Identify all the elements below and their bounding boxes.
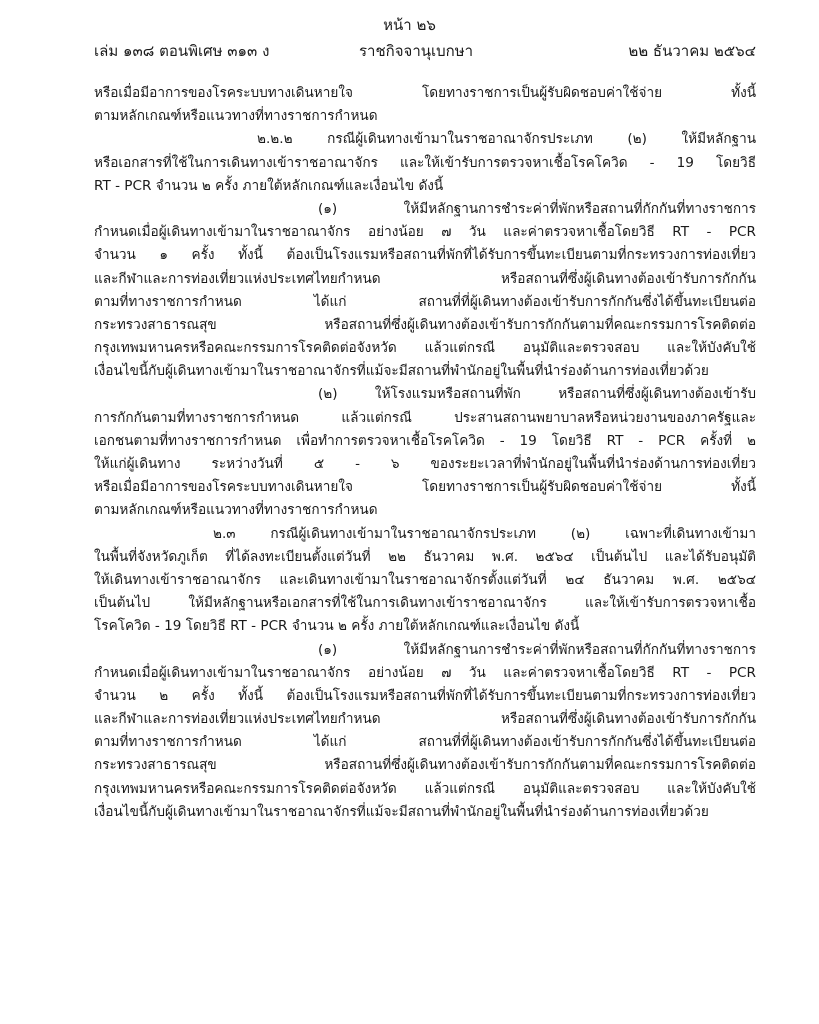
text-line: (๑) ให้มีหลักฐานการชำระค่าที่พักหรือสถานที่กักกันที่ทางราชการ (318, 200, 756, 217)
text-line: กำหนดเมื่อผู้เดินทางเข้ามาในราชอาณาจักร อย่างน้อย ๗ วัน และค่าตรวจหาเชื้อโดยวิธี RT - PCR (94, 664, 756, 681)
page-number: หน้า ๒๖ (383, 16, 436, 34)
text-line: และกีฬาและการท่องเที่ยวแห่งประเทศไทยกำหนด หรือสถานที่ซึ่งผู้เดินทางต้องเข้ารับการกักกัน (94, 711, 756, 728)
text-line: ในพื้นที่จังหวัดภูเก็ต ที่ได้ลงทะเบียนตั้งแต่วันที่ ๒๒ ธันวาคม พ.ศ. ๒๕๖๔ เป็นต้นไป และได้รับอนุมัติ (94, 548, 756, 565)
text-line: กรุงเทพมหานครหรือคณะกรรมการโรคติดต่อจังหวัด แล้วแต่กรณี อนุมัติและตรวจสอบ และให้บังคับใช้ (94, 340, 756, 357)
text-line: กระทรวงสาธารณสุข หรือสถานที่ซึ่งผู้เดินทางต้องเข้ารับการกักกันตามที่คณะกรรมการโรคติดต่อ (94, 316, 756, 333)
text-line: ตามที่ทางราชการกำหนด ได้แก่ สถานที่ที่ผู้เดินทางต้องเข้ารับการกักกันซึ่งได้ขึ้นทะเบียนต่อ (94, 734, 756, 751)
text-line: หรือเมื่อมีอาการของโรคระบบทางเดินหายใจ โดยทางราชการเป็นผู้รับผิดชอบค่าใช้จ่าย ทั้งนี้ (94, 479, 756, 496)
text-line: ๒.๓ กรณีผู้เดินทางเข้ามาในราชอาณาจักรประเภท (๒) เฉพาะที่เดินทางเข้ามา (213, 525, 756, 542)
body-text (94, 82, 756, 824)
publication-date: ๒๒ ธันวาคม ๒๕๖๔ (628, 42, 756, 60)
text-line: จำนวน ๒ ครั้ง ทั้งนี้ ต้องเป็นโรงแรมหรือสถานที่พักที่ได้รับการขึ้นทะเบียนตามที่กระทรวงการท่องเที่ยว (94, 687, 756, 704)
text-line: เงื่อนไขนี้กับผู้เดินทางเข้ามาในราชอาณาจักรที่แม้จะมีสถานที่พำนักอยู่ในพื้นที่นำร่องด้านการท่องเที่ยวด้วย (94, 803, 709, 820)
gazette-header (94, 40, 756, 62)
text-line: กรุงเทพมหานครหรือคณะกรรมการโรคติดต่อจังหวัด แล้วแต่กรณี อนุมัติและตรวจสอบ และให้บังคับใช้ (94, 780, 756, 797)
text-line: กระทรวงสาธารณสุข หรือสถานที่ซึ่งผู้เดินทางต้องเข้ารับการกักกันตามที่คณะกรรมการโรคติดต่อ (94, 757, 756, 774)
text-line: เงื่อนไขนี้กับผู้เดินทางเข้ามาในราชอาณาจักรที่แม้จะมีสถานที่พำนักอยู่ในพื้นที่นำร่องด้านการท่องเที่ยวด้วย (94, 363, 709, 380)
text-line: กำหนดเมื่อผู้เดินทางเข้ามาในราชอาณาจักร อย่างน้อย ๗ วัน และค่าตรวจหาเชื้อโดยวิธี RT - PCR (94, 224, 756, 241)
text-line: (๑) ให้มีหลักฐานการชำระค่าที่พักหรือสถานที่กักกันที่ทางราชการ (318, 641, 756, 658)
text-line: เอกชนตามที่ทางราชการกำหนด เพื่อทำการตรวจหาเชื้อโรคโควิด - 19 โดยวิธี RT - PCR ครั้งที่ ๒ (94, 432, 756, 449)
text-line: ให้แก่ผู้เดินทาง ระหว่างวันที่ ๕ - ๖ ของระยะเวลาที่พำนักอยู่ในพื้นที่นำร่องด้านการท่องเที่ยว (94, 456, 756, 472)
text-line: ตามที่ทางราชการกำหนด ได้แก่ สถานที่ที่ผู้เดินทางต้องเข้ารับการกักกันซึ่งได้ขึ้นทะเบียนต่อ (94, 293, 756, 310)
text-line: และกีฬาและการท่องเที่ยวแห่งประเทศไทยกำหนด หรือสถานที่ซึ่งผู้เดินทางต้องเข้ารับการกักกัน (94, 270, 756, 287)
text-line: การกักกันตามที่ทางราชการกำหนด แล้วแต่กรณี ประสานสถานพยาบาลหรือหน่วยงานของภาครัฐและ (94, 409, 756, 426)
text-line: หรือเอกสารที่ใช้ในการเดินทางเข้าราชอาณาจักร และให้เข้ารับการตรวจหาเชื้อโรคโควิด - 19 โดยวิธี (94, 154, 756, 171)
text-line: (๒) ให้โรงแรมหรือสถานที่พัก หรือสถานที่ซึ่งผู้เดินทางต้องเข้ารับ (318, 386, 756, 403)
text-line: ๒.๒.๒ กรณีผู้เดินทางเข้ามาในราชอาณาจักรประเภท (๒) ให้มีหลักฐาน (257, 131, 756, 148)
text-line: โรคโควิด - 19 โดยวิธี RT - PCR จำนวน ๒ ครั้ง ภายใต้หลักเกณฑ์และเงื่อนไข ดังนี้ (94, 618, 580, 635)
gazette-name: ราชกิจจานุเบกษา (359, 42, 474, 60)
text-line: ตามหลักเกณฑ์หรือแนวทางที่ทางราชการกำหนด (94, 502, 378, 519)
text-line: ตามหลักเกณฑ์หรือแนวทางที่ทางราชการกำหนด (94, 108, 378, 125)
text-line: เป็นต้นไป ให้มีหลักฐานหรือเอกสารที่ใช้ในการเดินทางเข้าราชอาณาจักร และให้เข้ารับการตรวจหาเชื้อ (94, 595, 756, 612)
text-line: หรือเมื่อมีอาการของโรคระบบทางเดินหายใจ โดยทางราชการเป็นผู้รับผิดชอบค่าใช้จ่าย ทั้งนี้ (94, 85, 756, 101)
text-line: RT - PCR จำนวน ๒ ครั้ง ภายใต้หลักเกณฑ์และเงื่อนไข ดังนี้ (94, 177, 444, 194)
volume-issue: เล่ม ๑๓๘ ตอนพิเศษ ๓๑๓ ง (94, 42, 270, 60)
text-line: จำนวน ๑ ครั้ง ทั้งนี้ ต้องเป็นโรงแรมหรือสถานที่พักที่ได้รับการขึ้นทะเบียนตามที่กระทรวงการท่องเที่ยว (94, 247, 756, 264)
text-line: ให้เดินทางเข้าราชอาณาจักร และเดินทางเข้ามาในราชอาณาจักรตั้งแต่วันที่ ๒๔ ธันวาคม พ.ศ. ๒๕๖๔ (94, 571, 756, 588)
